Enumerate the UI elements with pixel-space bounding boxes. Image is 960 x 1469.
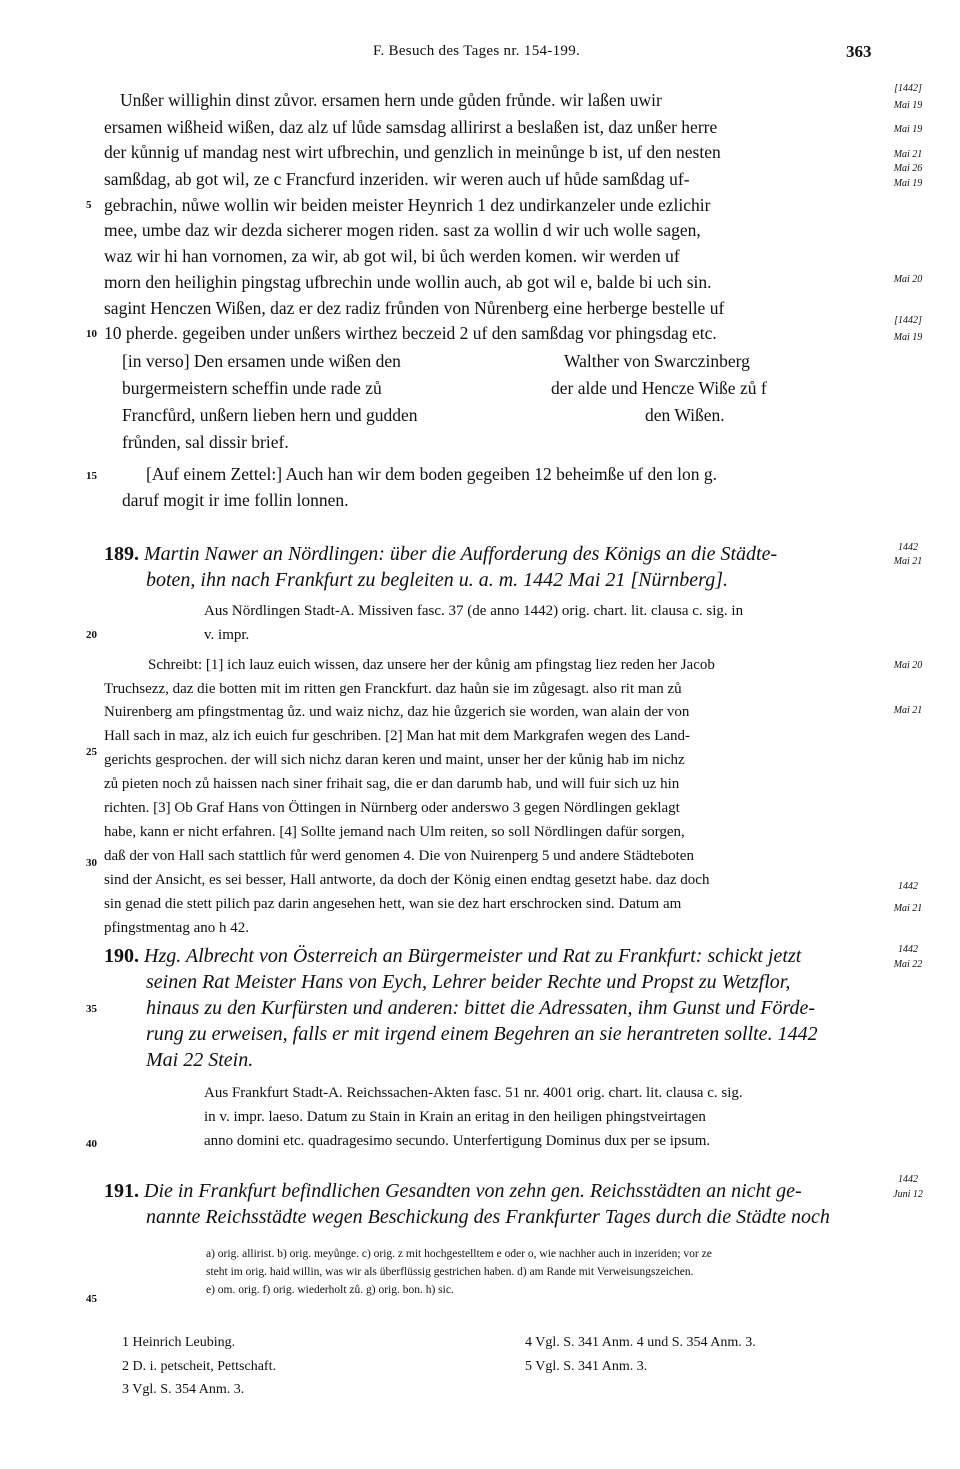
body-line: Nuirenberg am pfingstmentag ůz. und waiz nichz, daz hie ůzgerich sie worden, wan alain der von bbox=[104, 704, 690, 720]
footnote: 4 Vgl. S. 341 Anm. 4 und S. 354 Anm. 3. bbox=[525, 1335, 756, 1350]
body-line: Truchsezz, daz die botten mit im ritten gen Franckfurt. daz haůn sie im zůgesagt. also rit man zů bbox=[104, 681, 682, 697]
entry-number: 189. bbox=[104, 543, 139, 565]
margin-date: Mai 21 bbox=[893, 705, 923, 716]
page-number: 363 bbox=[846, 42, 872, 61]
text-line: morn den heilighin pingstag ufbrechin unde wollin auch, ab got wil e, balde bi uch sin. bbox=[104, 272, 712, 292]
footnote: 5 Vgl. S. 341 Anm. 3. bbox=[525, 1359, 648, 1374]
entry-title: boten, ihn nach Frankfurt zu begleiten u. a. m. 1442 Mai 21 [Nürnberg]. bbox=[146, 569, 728, 591]
margin-date: Juni 12 bbox=[893, 1189, 923, 1200]
source-line: v. impr. bbox=[204, 627, 250, 643]
line-number: 10 bbox=[86, 328, 97, 340]
source-line: in v. impr. laeso. Datum zu Stain in Krain an eritag in den heiligen phingstveirtagen bbox=[204, 1109, 706, 1125]
line-number: 35 bbox=[86, 1003, 97, 1015]
entry-title: Martin Nawer an Nördlingen: über die Aufforderung des Königs an die Städte- bbox=[144, 543, 778, 565]
body-line: pfingstmentag ano h 42. bbox=[104, 920, 249, 936]
text-line: waz wir hi han vornomen, za wir, ab got wil, bi ůch werden komen. wir werden uf bbox=[104, 246, 680, 266]
body-line: Schreibt: [1] ich lauz euich wissen, daz unsere her der kůnig am pfingstag liez reden her Jacob bbox=[148, 657, 715, 673]
body-line: Hall sach in maz, alz ich euich fur geschriben. [2] Man hat mit dem Markgrafen wegen des Land- bbox=[104, 728, 691, 744]
margin-date: 1442 bbox=[898, 542, 918, 553]
verso-line: Francfůrd, unßern lieben hern und gudden bbox=[122, 405, 418, 425]
source-line: anno domini etc. quadragesimo secundo. Unterfertigung Dominus dux per se ipsum. bbox=[204, 1133, 711, 1149]
body-line: daß der von Hall sach stattlich fůr werd genomen 4. Die von Nuirenperg 5 und andere Städteboten bbox=[104, 848, 694, 864]
line-number: 40 bbox=[86, 1138, 97, 1150]
signature-line: den Wißen. bbox=[645, 405, 725, 425]
footnote: 1 Heinrich Leubing. bbox=[122, 1335, 236, 1350]
source-line: Aus Frankfurt Stadt-A. Reichssachen-Akten fasc. 51 nr. 4001 orig. chart. lit. clausa c. sig. bbox=[204, 1085, 743, 1101]
body-line: habe, kann er nicht erfahren. [4] Sollte jemand nach Ulm reiten, so soll Nördlingen dafür sorgen, bbox=[104, 824, 685, 840]
verso-line: [in verso] Den ersamen unde wißen den bbox=[122, 351, 401, 371]
text-line: ersamen wißheid wißen, daz alz uf lůde samsdag allirirst a beslaßen ist, daz unßer herre bbox=[104, 117, 718, 137]
body-line: richten. [3] Ob Graf Hans von Öttingen in Nürnberg oder anderswo 3 gegen Nördlingen geklagt bbox=[104, 800, 680, 816]
margin-date: Mai 21 bbox=[893, 149, 923, 160]
apparatus-line: e) om. orig. f) orig. wiederholt zů. g) orig. bon. h) sic. bbox=[206, 1284, 454, 1296]
zettel-line: [Auf einem Zettel:] Auch han wir dem boden gegeiben 12 beheimße uf den lon g. bbox=[146, 464, 718, 484]
entry-title: Mai 22 Stein. bbox=[146, 1049, 254, 1071]
margin-date: Mai 21 bbox=[893, 903, 923, 914]
signature-line: Walther von Swarczinberg bbox=[564, 351, 750, 371]
margin-date: Mai 21 bbox=[893, 556, 923, 567]
entry-title: hinaus zu den Kurfürsten und anderen: bittet die Adressaten, ihm Gunst und Förde- bbox=[146, 997, 816, 1019]
body-line: sin genad die stett pilich paz darin angesehen hett, wan sie dez hart erschrocken sind. Datum am bbox=[104, 896, 682, 912]
entry-title: Hzg. Albrecht von Österreich an Bürgermeister und Rat zu Frankfurt: schickt jetzt bbox=[144, 945, 802, 967]
text-line: 10 pherde. gegeiben under unßers wirthez beczeid 2 uf den samßdag vor phingsdag etc. bbox=[104, 323, 717, 343]
body-line: zů pieten noch zů haissen nach siner frihait sag, die er dan darumb hab, und will fuir sich uz hin bbox=[104, 776, 680, 792]
verso-line: frůnden, sal dissir brief. bbox=[122, 432, 289, 452]
margin-date: [1442] bbox=[894, 83, 922, 94]
entry-title: nannte Reichsstädte wegen Beschickung des Frankfurter Tages durch die Städte noch bbox=[146, 1206, 830, 1228]
text-line: gebrachin, nůwe wollin wir beiden meister Heynrich 1 dez undirkanzeler unde ezlichir bbox=[104, 195, 711, 215]
margin-date: 1442 bbox=[898, 944, 918, 955]
apparatus-line: steht im orig. haid willin, was wir als überflüssig gestrichen haben. d) am Rande mit Verweisungszeichen. bbox=[206, 1266, 694, 1278]
line-number: 5 bbox=[86, 199, 92, 211]
margin-date: Mai 19 bbox=[893, 100, 923, 111]
entry-title: Die in Frankfurt befindlichen Gesandten von zehn gen. Reichsstädten an nicht ge- bbox=[144, 1180, 802, 1202]
margin-date: Mai 19 bbox=[893, 178, 923, 189]
margin-date: Mai 20 bbox=[893, 660, 923, 671]
line-number: 45 bbox=[86, 1293, 97, 1305]
entry-title: rung zu erweisen, falls er mit irgend einem Begehren an sie herantreten sollte. 1442 bbox=[146, 1023, 818, 1045]
zettel-line: daruf mogit ir ime follin lonnen. bbox=[122, 490, 349, 510]
line-number: 15 bbox=[86, 470, 97, 482]
entry-number: 191. bbox=[104, 1180, 139, 1202]
line-number: 20 bbox=[86, 629, 97, 641]
text-line: der kůnnig uf mandag nest wirt ufbrechin, und genzlich in meinůnge b ist, uf den nesten bbox=[104, 142, 721, 162]
margin-date: Mai 20 bbox=[893, 274, 923, 285]
running-title: F. Besuch des Tages nr. 154-199. bbox=[373, 43, 581, 59]
margin-date: [1442] bbox=[894, 315, 922, 326]
text-line: sagint Henczen Wißen, daz er dez radiz frůnden von Nůrenberg eine herberge bestelle uf bbox=[104, 298, 725, 318]
text-line: Unßer willighin dinst zůvor. ersamen hern unde gůden frůnde. wir laßen uwir bbox=[120, 90, 662, 110]
margin-date: Mai 19 bbox=[893, 124, 923, 135]
line-number: 25 bbox=[86, 746, 97, 758]
text-line: samßdag, ab got wil, ze c Francfurd inzeriden. wir weren auch uf hůde samßdag uf- bbox=[104, 169, 690, 189]
margin-date: 1442 bbox=[898, 1174, 918, 1185]
apparatus-line: a) orig. allirist. b) orig. meyůnge. c) orig. z mit hochgestelltem e oder o, wie nachher auch in inzeriden; vor ze bbox=[206, 1248, 712, 1260]
source-line: Aus Nördlingen Stadt-A. Missiven fasc. 37 (de anno 1442) orig. chart. lit. clausa c. sig. in bbox=[204, 603, 744, 619]
footnote: 2 D. i. petscheit, Pettschaft. bbox=[122, 1359, 276, 1374]
verso-line: burgermeistern scheffin unde rade zů bbox=[122, 378, 382, 398]
body-line: sind der Ansicht, es sei besser, Hall antworte, da doch der König einen endtag gesetzt habe. daz doch bbox=[104, 872, 710, 888]
body-line: gerichts gesprochen. der will sich nichz daran keren und maint, unser her der kůnig hab im nichz bbox=[104, 752, 685, 768]
margin-date: Mai 26 bbox=[893, 163, 923, 174]
margin-date: Mai 19 bbox=[893, 332, 923, 343]
footnote: 3 Vgl. S. 354 Anm. 3. bbox=[122, 1382, 245, 1397]
line-number: 30 bbox=[86, 857, 97, 869]
margin-date: Mai 22 bbox=[893, 959, 923, 970]
entry-title: seinen Rat Meister Hans von Eych, Lehrer beider Rechte und Propst zu Wetzflor, bbox=[146, 971, 791, 993]
entry-number: 190. bbox=[104, 945, 139, 967]
margin-date: 1442 bbox=[898, 881, 918, 892]
text-line: mee, umbe daz wir dezda sicherer mogen riden. sast za wollin d wir uch wolle sagen, bbox=[104, 220, 701, 240]
signature-line: der alde und Hencze Wiße zů f bbox=[551, 378, 767, 398]
